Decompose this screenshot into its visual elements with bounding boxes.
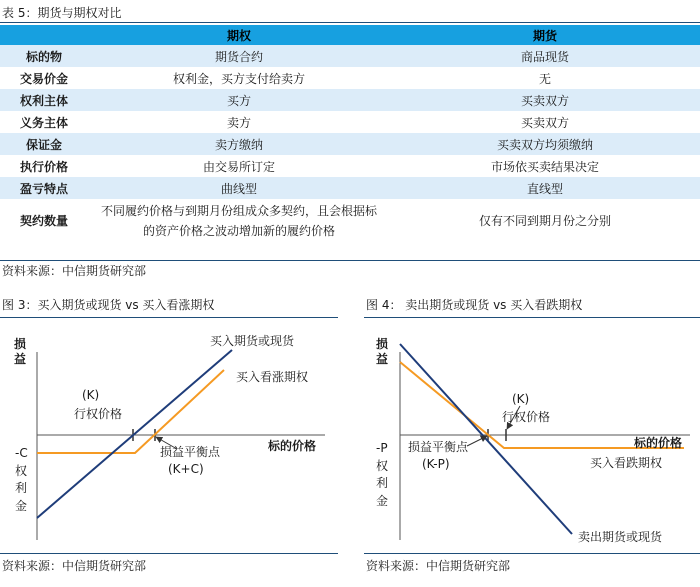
row-label: 执行价格: [0, 155, 88, 177]
option-cell: 曲线型: [88, 177, 390, 199]
option-cell: 卖方缴纳: [88, 133, 390, 155]
future-cell: 直线型: [390, 177, 700, 199]
row-label: 盈亏特点: [0, 177, 88, 199]
figure3-ylabel-2: 益: [14, 352, 27, 366]
option-cell-line-2: 的资产价格之波动增加新的履约价格: [142, 224, 335, 238]
figure4-chart: [364, 322, 700, 552]
figure4-premium-label-1: -P: [376, 441, 388, 455]
figure4-ylabel-1: 损: [376, 337, 389, 351]
future-cell: 仅有不同到期月份之分别: [390, 199, 700, 243]
figure4-breakeven-label-2: (K-P): [422, 457, 450, 471]
row-label: 交易价金: [0, 67, 88, 89]
table-row: [0, 45, 700, 67]
table-row: [0, 89, 700, 111]
figure3-breakeven-label-1: 损益平衡点: [160, 445, 221, 459]
figure3-future-line: [37, 350, 232, 518]
option-cell: 期货合约: [88, 45, 390, 67]
future-cell: 商品现货: [390, 45, 700, 67]
table-header-blank: [0, 25, 88, 45]
row-label: 标的物: [0, 45, 88, 67]
figure3-premium-label-1: -C: [15, 446, 28, 460]
table-row: [0, 111, 700, 133]
table-row: [0, 155, 700, 177]
figure3-source: 资料来源：中信期货研究部: [2, 559, 147, 573]
table-top-rule: [0, 22, 700, 23]
figure3-top-rule: [0, 317, 338, 318]
row-label: 契约数量: [0, 199, 88, 243]
option-cell: [88, 199, 390, 243]
comparison-table: [0, 25, 700, 243]
table-header-future: 期货: [390, 25, 700, 45]
figure4-premium-label-3: 利: [376, 476, 389, 490]
row-label: 保证金: [0, 133, 88, 155]
figure4-line-option-label: 买入看跌期权: [590, 456, 663, 470]
figure3-strike-label-2: 行权价格: [74, 407, 123, 421]
table-header-row: [0, 25, 700, 45]
table-header-option: 期权: [88, 25, 390, 45]
figure4-xlabel: 标的价格: [634, 436, 683, 450]
figure4-premium-label-4: 金: [376, 494, 389, 508]
figure3-line-option-label: 买入看涨期权: [236, 370, 309, 384]
figure4-strike-label-1: (K): [512, 392, 530, 406]
future-cell: 买卖双方均须缴纳: [390, 133, 700, 155]
figure3-chart: [0, 322, 338, 552]
future-cell: 市场依买卖结果决定: [390, 155, 700, 177]
figure3-ylabel-1: 损: [14, 337, 27, 351]
figure3-bottom-rule: [0, 553, 338, 554]
figure3-caption: 图 3：买入期货或现货 vs 买入看涨期权: [2, 298, 215, 312]
table-row: [0, 177, 700, 199]
option-cell: 权利金，买方支付给卖方: [88, 67, 390, 89]
figure4-breakeven-label-1: 损益平衡点: [408, 440, 469, 454]
figure4-top-rule: [364, 317, 700, 318]
figure3-breakeven-label-2: (K+C): [168, 462, 204, 476]
figure3-premium-label-4: 金: [15, 499, 28, 513]
figure4-future-line: [400, 344, 572, 534]
figure4-premium-label-2: 权: [376, 459, 389, 473]
table-row: [0, 133, 700, 155]
row-label: 义务主体: [0, 111, 88, 133]
future-cell: 无: [390, 67, 700, 89]
figure3-line-future-label: 买入期货或现货: [210, 334, 295, 348]
figure3-strike-label-1: (K): [82, 388, 100, 402]
row-label: 权利主体: [0, 89, 88, 111]
figure4-breakeven-arrow: [467, 436, 487, 446]
figure4-line-future-label: 卖出期货或现货: [578, 530, 663, 544]
table-caption: 表 5：期货与期权对比: [2, 6, 122, 20]
table-row: [0, 199, 700, 243]
figure4-caption: 图 4： 卖出期货或现货 vs 买入看跌期权: [366, 298, 583, 312]
table-row: [0, 67, 700, 89]
figure4-ylabel-2: 益: [376, 352, 389, 366]
figure4-strike-label-2: 行权价格: [502, 410, 551, 424]
option-cell: 买方: [88, 89, 390, 111]
figure3-premium-label-3: 利: [15, 481, 28, 495]
figure4-bottom-rule: [364, 553, 700, 554]
figure3-xlabel: 标的价格: [268, 439, 317, 453]
figure4-source: 资料来源：中信期货研究部: [366, 559, 511, 573]
figure3-option-line: [37, 370, 224, 453]
option-cell: 由交易所订定: [88, 155, 390, 177]
future-cell: 买卖双方: [390, 89, 700, 111]
option-cell: 卖方: [88, 111, 390, 133]
option-cell-line-1: 不同履约价格与到期月份组成众多契约，且会根据标: [100, 204, 377, 218]
table-source: 资料来源：中信期货研究部: [2, 264, 147, 278]
future-cell: 买卖双方: [390, 111, 700, 133]
table-bottom-rule: [0, 260, 700, 261]
figure3-premium-label-2: 权: [15, 464, 28, 478]
